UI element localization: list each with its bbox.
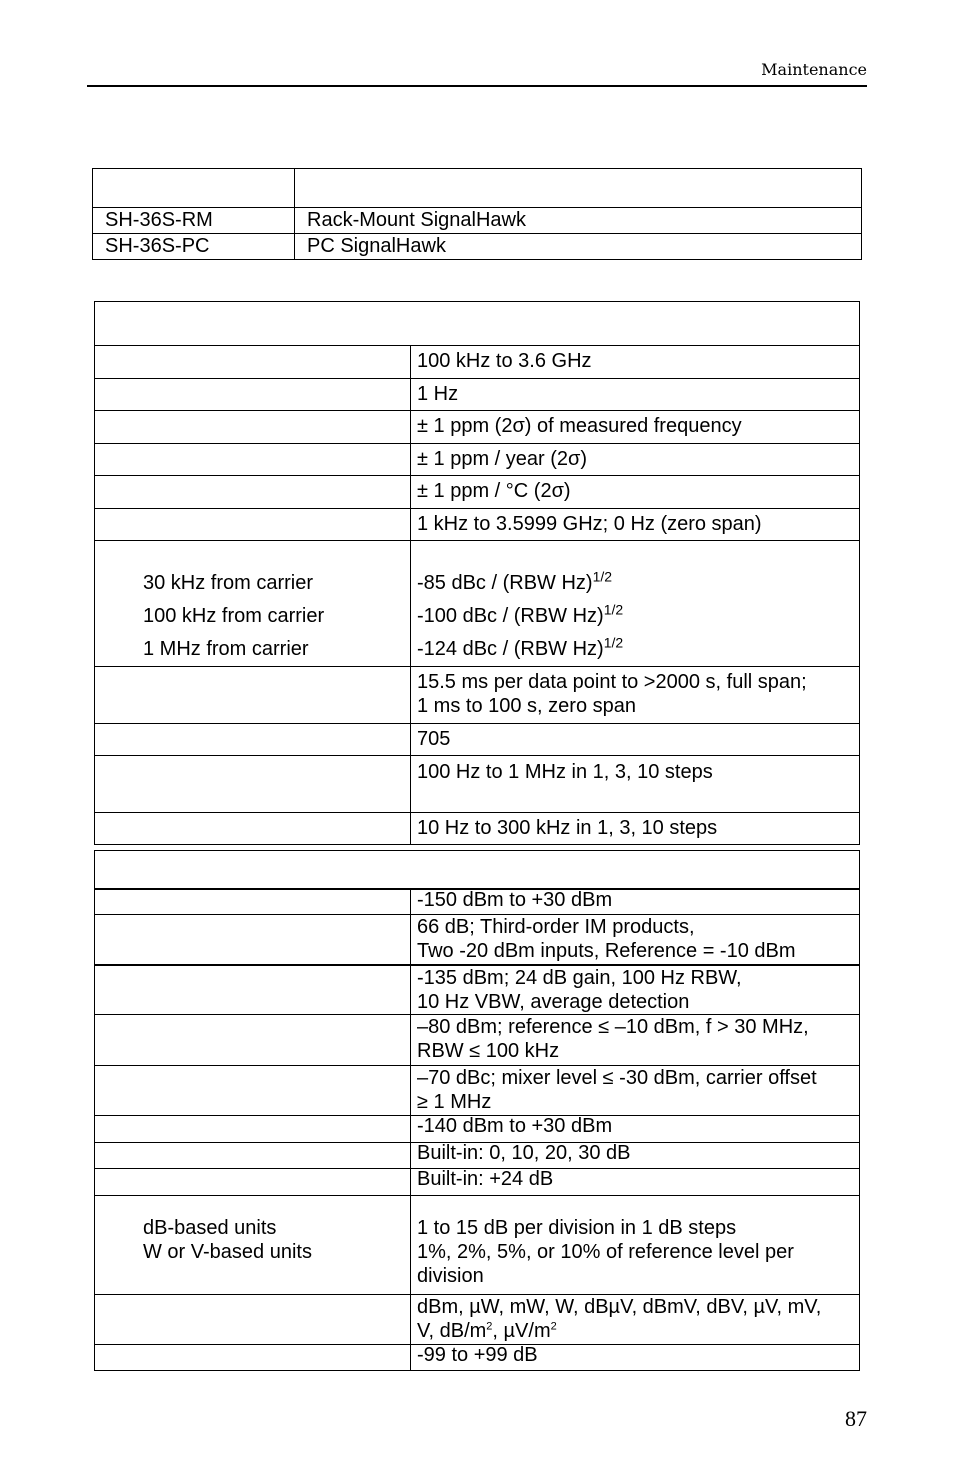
- table-row: [95, 1169, 860, 1196]
- table-row: [95, 1015, 860, 1066]
- value-cell: -140 dBm to +30 dBm: [411, 1116, 860, 1143]
- value-cell: 1 Hz: [411, 379, 860, 411]
- model-cell: SH-36S-RM: [93, 208, 295, 234]
- table-row: [95, 444, 860, 476]
- value-cell: 15.5 ms per data point to >2000 s, full span; 1 ms to 100 s, zero span: [411, 667, 860, 724]
- phase-noise-offset: 1 MHz from carrier: [143, 638, 309, 660]
- table-row: [95, 813, 860, 845]
- value-cell: 100 kHz to 3.6 GHz: [411, 346, 860, 379]
- value-cell: Built-in: +24 dB: [411, 1169, 860, 1196]
- value-cell: 100 Hz to 1 MHz in 1, 3, 10 steps: [411, 756, 860, 813]
- page-number: 87: [845, 1406, 867, 1431]
- table-header-row: [93, 169, 862, 208]
- table-row: [95, 1066, 860, 1116]
- value-cell: Built-in: 0, 10, 20, 30 dB: [411, 1143, 860, 1169]
- table-row: [95, 1345, 860, 1371]
- table-row: [95, 476, 860, 509]
- table-row: [93, 208, 862, 234]
- table-row: [95, 509, 860, 541]
- value-cell: 705: [411, 724, 860, 756]
- scale-label: W or V-based units: [143, 1241, 312, 1263]
- model-table: [92, 168, 862, 260]
- phase-noise-offset: 100 kHz from carrier: [143, 605, 325, 627]
- model-cell: SH-36S-PC: [93, 234, 295, 260]
- table-row: [95, 965, 860, 1015]
- table-row: [95, 1196, 860, 1295]
- table-row: [95, 1295, 860, 1345]
- phase-noise-value: -85 dBc / (RBW Hz)$^{1/2}$: [417, 568, 613, 594]
- table-row: [95, 756, 860, 813]
- table-row: [95, 1143, 860, 1169]
- header-rule: [87, 85, 867, 87]
- section-header-row: [95, 302, 860, 346]
- table-row: [93, 234, 862, 260]
- table-row: [95, 724, 860, 756]
- table-row: [95, 541, 860, 667]
- value-cell: dBm, µW, mW, W, dBµV, dBmV, dBV, µV, mV, V, $dB/m^2$, $\mu V/m^2$: [411, 1295, 860, 1345]
- value-cell: 1 to 15 dB per division in 1 dB steps 1%, 2%, 5%, or 10% of reference level per division: [411, 1196, 860, 1295]
- amplitude-spec-table: [94, 850, 860, 1371]
- table-row: [95, 1116, 860, 1143]
- table-row: [95, 379, 860, 411]
- value-cell: –80 dBm; reference ≤ –10 dBm, f > 30 MHz, RBW ≤ 100 kHz: [411, 1015, 860, 1066]
- value-cell: ± 1 ppm (2σ) of measured frequency: [411, 411, 860, 444]
- scale-label: dB-based units: [143, 1217, 277, 1239]
- frequency-spec-table: [94, 301, 860, 845]
- phase-noise-value: -124 dBc / (RBW Hz)$^{1/2}$: [417, 634, 624, 660]
- value-cell: ± 1 ppm / year (2σ): [411, 444, 860, 476]
- phase-noise-value: -100 dBc / (RBW Hz)$^{1/2}$: [417, 601, 624, 627]
- value-cell: -135 dBm; 24 dB gain, 100 Hz RBW, 10 Hz VBW, average detection: [411, 965, 860, 1015]
- table-row: [95, 411, 860, 444]
- section-header-row: [95, 851, 860, 889]
- value-cell: -150 dBm to +30 dBm: [411, 889, 860, 915]
- value-cell: 10 Hz to 300 kHz in 1, 3, 10 steps: [411, 813, 860, 845]
- value-cell: 1 kHz to 3.5999 GHz; 0 Hz (zero span): [411, 509, 860, 541]
- value-cell: –70 dBc; mixer level ≤ -30 dBm, carrier offset ≥ 1 MHz: [411, 1066, 860, 1116]
- description-cell: Rack-Mount SignalHawk: [295, 208, 862, 234]
- table-row: [95, 915, 860, 965]
- value-cell: -99 to +99 dB: [411, 1345, 860, 1371]
- table-row: [95, 667, 860, 724]
- phase-noise-offset: 30 kHz from carrier: [143, 572, 314, 594]
- table-row: [95, 346, 860, 379]
- value-cell: ± 1 ppm / °C (2σ): [411, 476, 860, 509]
- table-row: [95, 889, 860, 915]
- description-cell: PC SignalHawk: [295, 234, 862, 260]
- value-cell: 66 dB; Third-order IM products, Two -20 dBm inputs, Reference = -10 dBm: [411, 915, 860, 965]
- running-header: Maintenance: [761, 60, 867, 79]
